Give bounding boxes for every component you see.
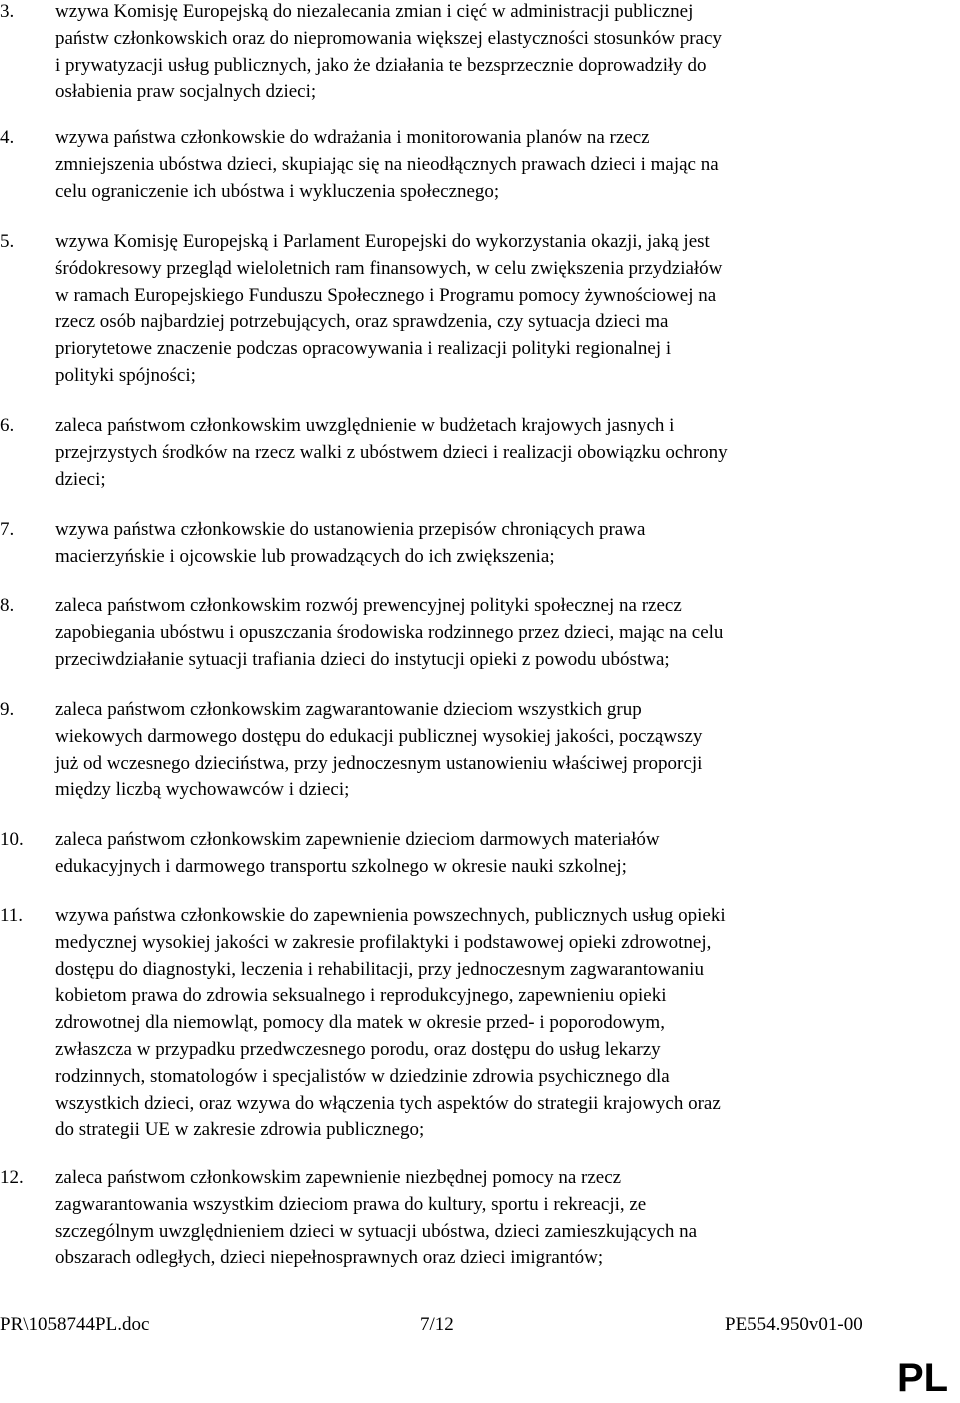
item-number: 9. — [0, 699, 15, 720]
item-text-line: zwłaszcza w przypadku przedwczesnego porodu, oraz dostępu do usług lekarzy — [55, 1038, 661, 1060]
item-text-line: wzywa państwa członkowskie do wdrażania i monitorowania planów na rzecz — [55, 127, 650, 148]
item-text-line: zaleca państwom członkowskim zapewnienie niezbędnej pomocy na rzecz — [55, 1167, 622, 1188]
item-text — [55, 903, 895, 1144]
item-text-line: dostępu do diagnostyki, leczenia i rehabilitacji, przy jednoczesnym zagwarantowaniu — [55, 958, 704, 980]
item-text-line: i prywatyzacji usług publicznych, jako że działania te bezsprzecznie doprowadziły do — [55, 54, 707, 76]
item-text-line: celu ograniczenie ich ubóstwa i wykluczenia społecznego; — [55, 180, 500, 202]
item-text-line: polityki spójności; — [55, 364, 196, 386]
item-text-line: kobietom prawa do zdrowia seksualnego i reprodukcyjnego, zapewnieniu opieki — [55, 985, 667, 1007]
item-text-line: zmniejszenia ubóstwa dzieci, skupiając się na nieodłącznych prawach dzieci i mając na — [55, 153, 719, 175]
footer-document-id: PE554.950v01-00 — [725, 1314, 863, 1335]
item-text-line: zapobiegania ubóstwu i opuszczania środowiska rodzinnego przez dzieci, mając na celu — [55, 621, 724, 643]
item-text-line: priorytetowe znaczenie podczas opracowywania i realizacji polityki regionalnej i — [55, 338, 672, 360]
item-text-line: zaleca państwom członkowskim zapewnienie dzieciom darmowych materiałów — [55, 829, 660, 850]
item-number: 5. — [0, 231, 15, 252]
item-number: 7. — [0, 519, 15, 540]
item-number: 8. — [0, 595, 15, 616]
language-code: PL — [897, 1356, 949, 1400]
item-text — [55, 827, 895, 881]
item-text-line: zaleca państwom członkowskim zagwarantowanie dzieciom wszystkich grup — [55, 699, 642, 720]
item-text-line: przejrzystych środków na rzecz walki z ubóstwem dzieci i realizacji obowiązku ochrony — [55, 441, 728, 463]
item-text-line: wszystkich dzieci, oraz wzywa do włączenia tych aspektów do strategii krajowych oraz — [55, 1092, 721, 1114]
item-text — [55, 1165, 895, 1272]
footer-page-number: 7/12 — [420, 1314, 454, 1335]
item-text — [55, 697, 895, 804]
item-text-line: medycznej wysokiej jakości w zakresie profilaktyki i podstawowej opieki zdrowotnej, — [55, 931, 712, 953]
item-text-line: już od wczesnego dzieciństwa, przy jednoczesnym ustanowieniu właściwej proporcji — [55, 752, 703, 774]
item-text-line: szczególnym uwzględnieniem dzieci w sytuacji ubóstwa, dzieci zamieszkujących na — [55, 1220, 698, 1242]
item-text-line: przeciwdziałanie sytuacji trafiania dzieci do instytucji opieki z powodu ubóstwa; — [55, 648, 670, 670]
item-text-line: obszarach odległych, dzieci niepełnosprawnych oraz dzieci imigrantów; — [55, 1247, 604, 1269]
item-text-line: wiekowych darmowego dostępu do edukacji publicznej wysokiej jakości, począwszy — [55, 725, 703, 747]
item-number: 3. — [0, 1, 15, 22]
item-text-line: osłabienia praw socjalnych dzieci; — [55, 81, 317, 103]
footer-reference: PR\1058744PL.doc — [0, 1314, 150, 1335]
item-text-line: w ramach Europejskiego Funduszu Społecznego i Programu pomocy żywnościowej na — [55, 284, 717, 306]
item-number: 10. — [0, 829, 24, 850]
item-number: 4. — [0, 127, 15, 148]
item-text-line: zagwarantowania wszystkim dzieciom prawa do kultury, sportu i rekreacji, ze — [55, 1193, 647, 1215]
item-text-line: edukacyjnych i darmowego transportu szkolnego w okresie nauki szkolnej; — [55, 855, 627, 877]
item-number: 12. — [0, 1167, 24, 1188]
item-text-line: wzywa Komisję Europejską i Parlament Europejski do wykorzystania okazji, jaką jest — [55, 231, 710, 252]
item-text-line: między liczbą wychowawców i dzieci; — [55, 779, 350, 801]
item-text-line: zaleca państwom członkowskim rozwój prewencyjnej polityki społecznej na rzecz — [55, 595, 682, 616]
item-text-line: do strategii UE w zakresie zdrowia publicznego; — [55, 1119, 425, 1141]
item-text-line: zaleca państwom członkowskim uwzględnienie w budżetach krajowych jasnych i — [55, 415, 675, 436]
item-number: 6. — [0, 415, 15, 436]
item-text-line: państw członkowskich oraz do niepromowania większej elastyczności stosunków pracy — [55, 27, 722, 49]
item-text-line: macierzyńskie i ojcowskie lub prowadzących do ich zwiększenia; — [55, 545, 555, 567]
item-text — [55, 517, 895, 571]
item-text — [55, 229, 895, 390]
item-text-line: wzywa Komisję Europejską do niezalecania zmian i cięć w administracji publicznej — [55, 1, 694, 22]
item-text — [55, 125, 895, 205]
item-text-line: rodzinnych, stomatologów i specjalistów w dziedzinie zdrowia psychicznego dla — [55, 1065, 670, 1087]
item-text-line: śródokresowy przegląd wieloletnich ram finansowych, w celu zwiększenia przydziałów — [55, 257, 723, 279]
item-text — [55, 593, 895, 673]
item-number: 11. — [0, 905, 24, 926]
item-text-line: dzieci; — [55, 468, 106, 490]
item-text — [55, 0, 895, 106]
item-text-line: zdrowotnej dla niemowląt, pomocy dla matek w okresie przed- i poporodowym, — [55, 1012, 665, 1034]
item-text-line: wzywa państwa członkowskie do zapewnienia powszechnych, publicznych usług opieki — [55, 905, 726, 926]
item-text-line: wzywa państwa członkowskie do ustanowienia przepisów chroniących prawa — [55, 519, 646, 540]
item-text-line: rzecz osób najbardziej potrzebujących, oraz sprawdzenia, czy sytuacja dzieci ma — [55, 311, 669, 333]
item-text — [55, 413, 895, 493]
